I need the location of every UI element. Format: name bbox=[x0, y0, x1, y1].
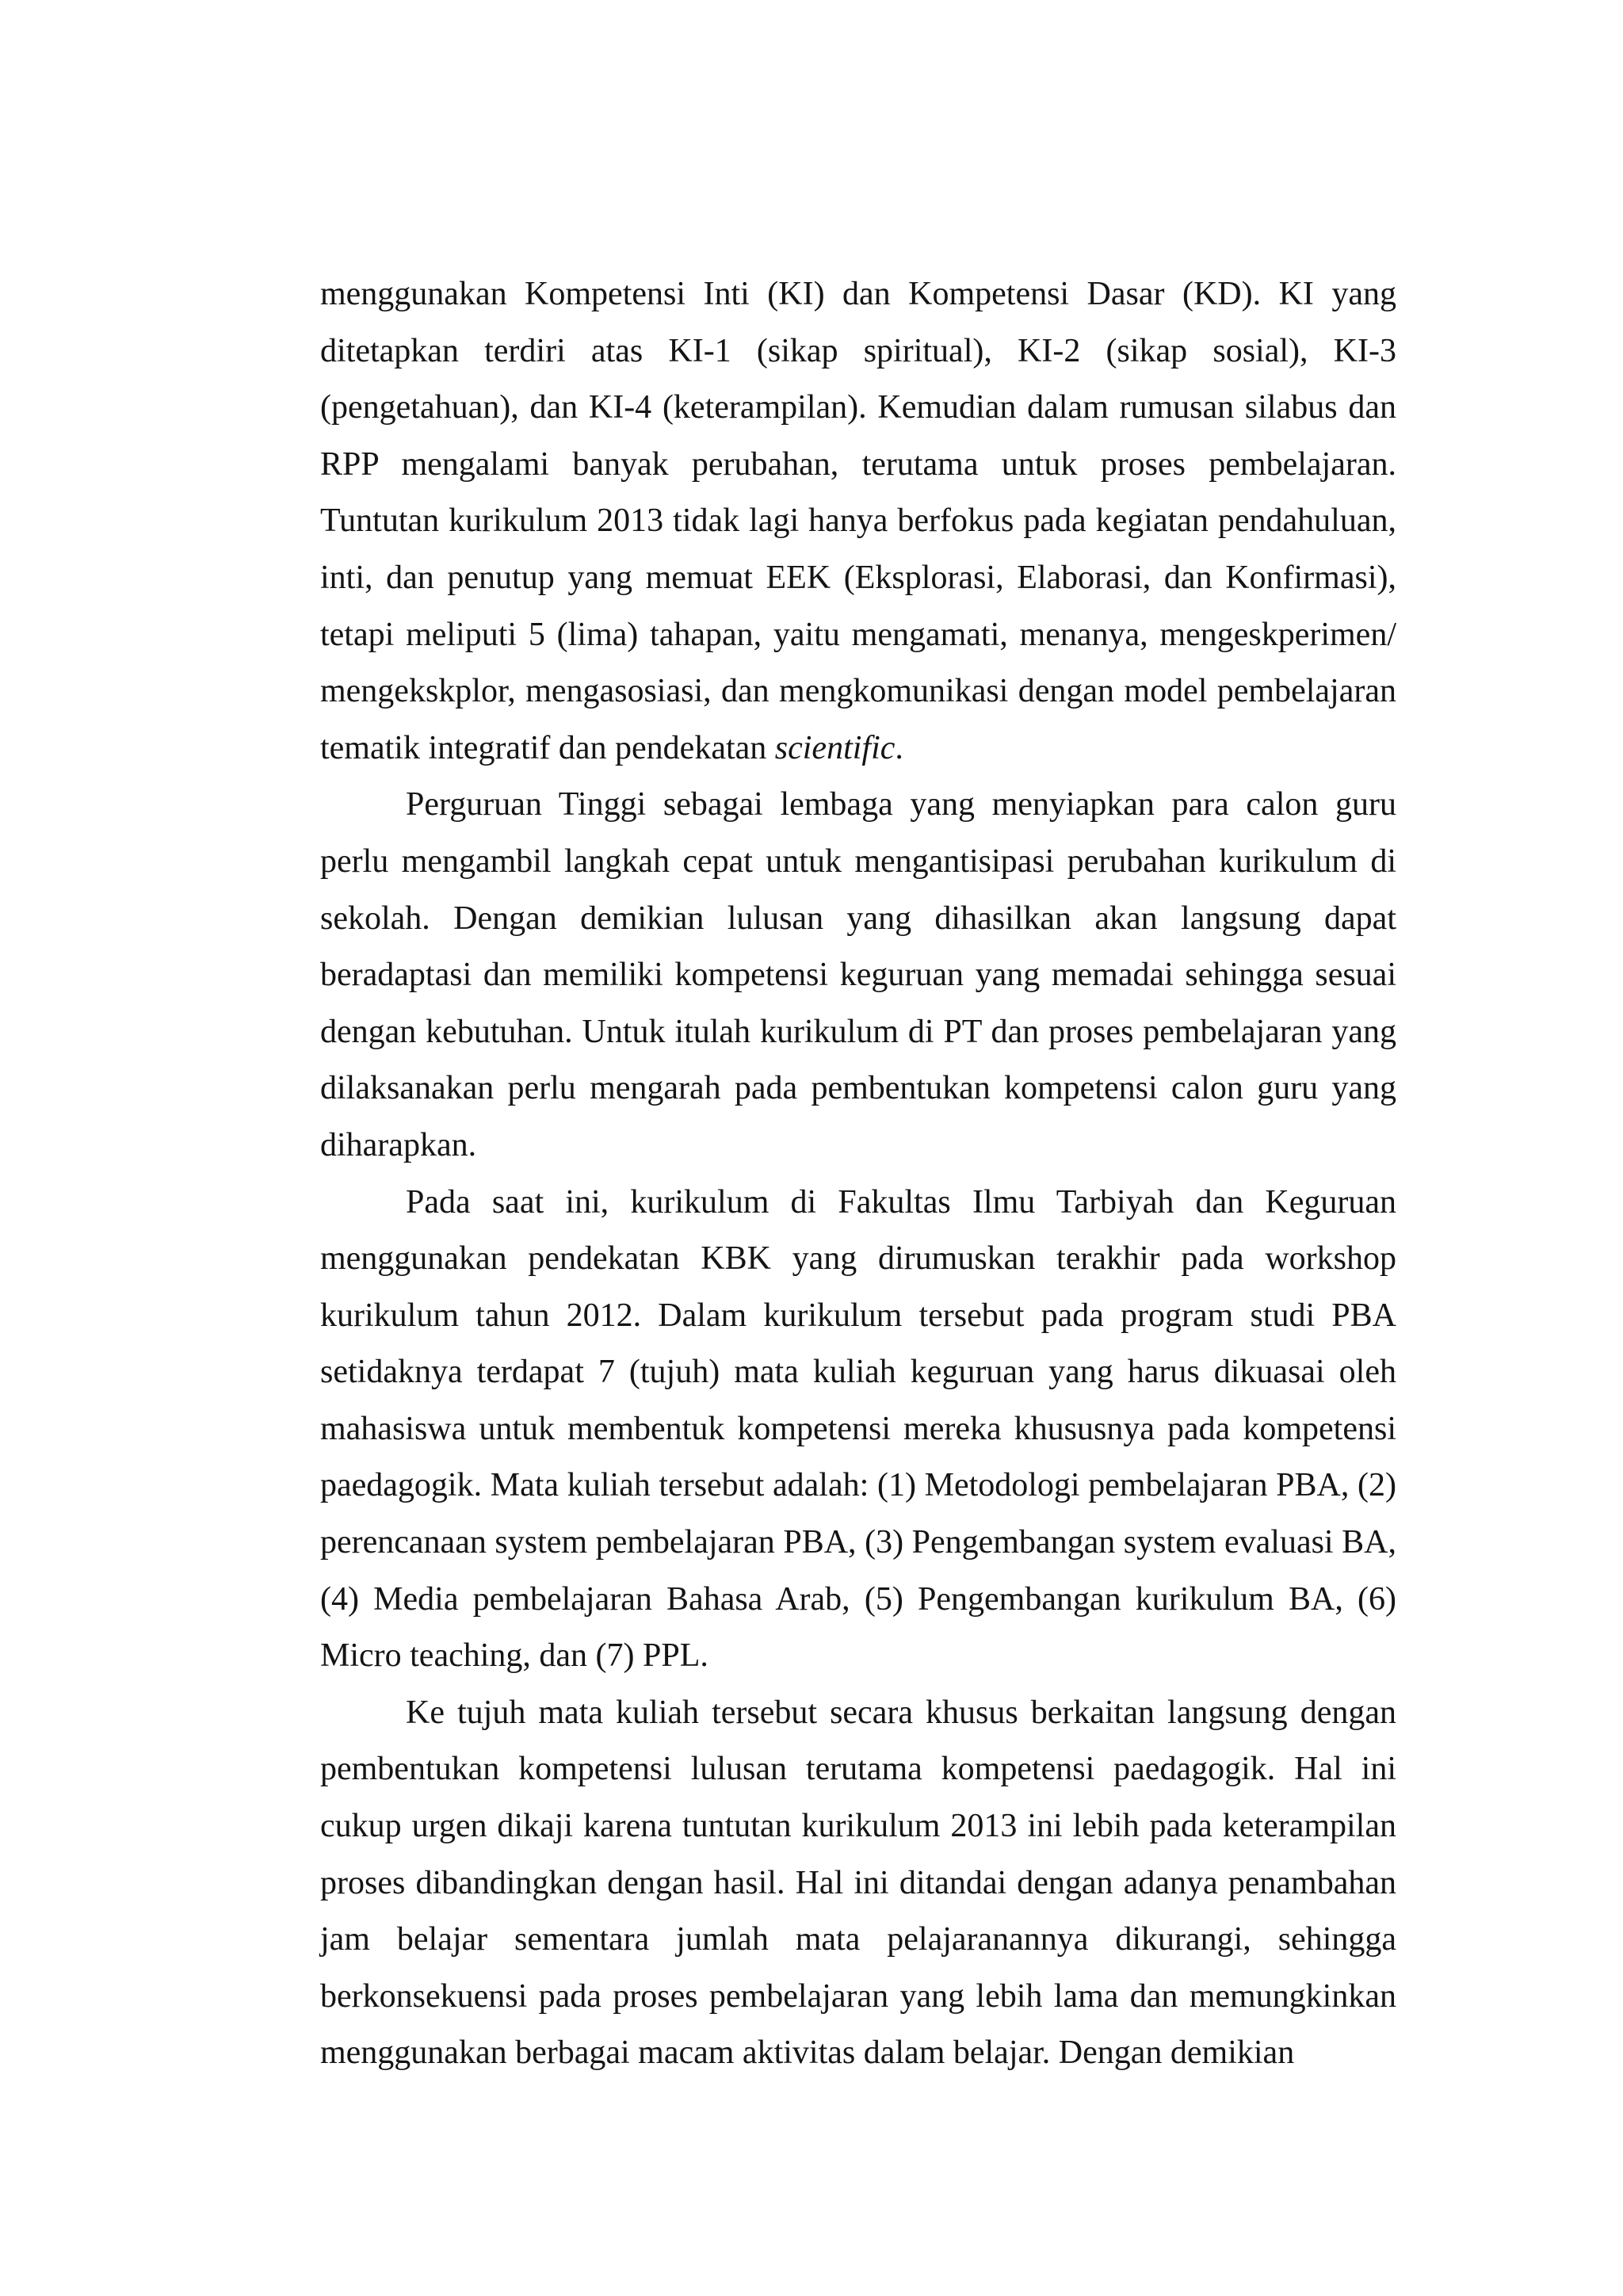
paragraph-curriculum-ki-kd bbox=[320, 266, 1396, 777]
paragraph-perguruan-tinggi: Perguruan Tinggi sebagai lembaga yang menyiapkan para calon guru perlu mengambil langkah cepat untuk mengantisipasi perubahan kurikulum di sekolah. Dengan demikian lulusan yang dihasilkan akan langsung dapat beradaptasi dan memiliki kompetensi keguruan yang memadai sehingga sesuai dengan kebutuhan. Untuk itulah kurikulum di PT dan proses pembelajaran yang dilaksanakan perlu mengarah pada pembentukan kompetensi calon guru yang diharapkan. bbox=[320, 786, 1396, 1163]
paragraph-kurikulum-fitk: Pada saat ini, kurikulum di Fakultas Ilmu Tarbiyah dan Keguruan menggunakan pendekatan KBK yang dirumuskan terakhir pada workshop kurikulum tahun 2012. Dalam kurikulum tersebut pada program studi PBA setidaknya terdapat 7 (tujuh) mata kuliah keguruan yang harus dikuasai oleh mahasiswa untuk membentuk kompetensi mereka khususnya pada kompetensi paedagogik. Mata kuliah tersebut adalah: (1) Metodologi pembelajaran PBA, (2) perencanaan system pembelajaran PBA, (3) Pengembangan system evaluasi BA, (4) Media pembelajaran Bahasa Arab, (5) Pengembangan kurikulum BA, (6) Micro teaching, dan (7) PPL. bbox=[320, 1183, 1396, 1675]
paragraph-text: menggunakan Kompetensi Inti (KI) dan Kompetensi Dasar (KD). KI yang ditetapkan terdiri atas KI-1 (sikap spiritual), KI-2 (sikap sosial), KI-3 (pengetahuan), dan KI-4 (keterampilan). Kemudian dalam rumusan silabus dan RPP mengalami banyak perubahan, terutama untuk proses pembelajaran. Tuntutan kurikulum 2013 tidak lagi hanya berfokus pada kegiatan pendahuluan, inti, dan penutup yang memuat EEK (Eksplorasi, Elaborasi, dan Konfirmasi), tetapi meliputi 5 (lima) tahapan, yaitu mengamati, menanya, mengeskperimen/ mengekskplor, mengasosiasi, dan mengkomunikasi dengan model pembelajaran tematik integratif dan pendekatan bbox=[320, 276, 1396, 766]
paragraph-tujuh-mata-kuliah: Ke tujuh mata kuliah tersebut secara khusus berkaitan langsung dengan pembentukan kompetensi lulusan terutama kompetensi paedagogik. Hal ini cukup urgen dikaji karena tuntutan kurikulum 2013 ini lebih pada keterampilan proses dibandingkan dengan hasil. Hal ini ditandai dengan adanya penambahan jam belajar sementara jumlah mata pelajaranannya dikurangi, sehingga berkonsekuensi pada proses pembelajaran yang lebih lama dan memungkinkan menggunakan berbagai macam aktivitas dalam belajar. Dengan demikian bbox=[320, 1694, 1396, 2072]
paragraph-text-end: . bbox=[895, 729, 903, 766]
body-text bbox=[320, 266, 1396, 2082]
italic-term-scientific: scientific bbox=[774, 729, 896, 766]
